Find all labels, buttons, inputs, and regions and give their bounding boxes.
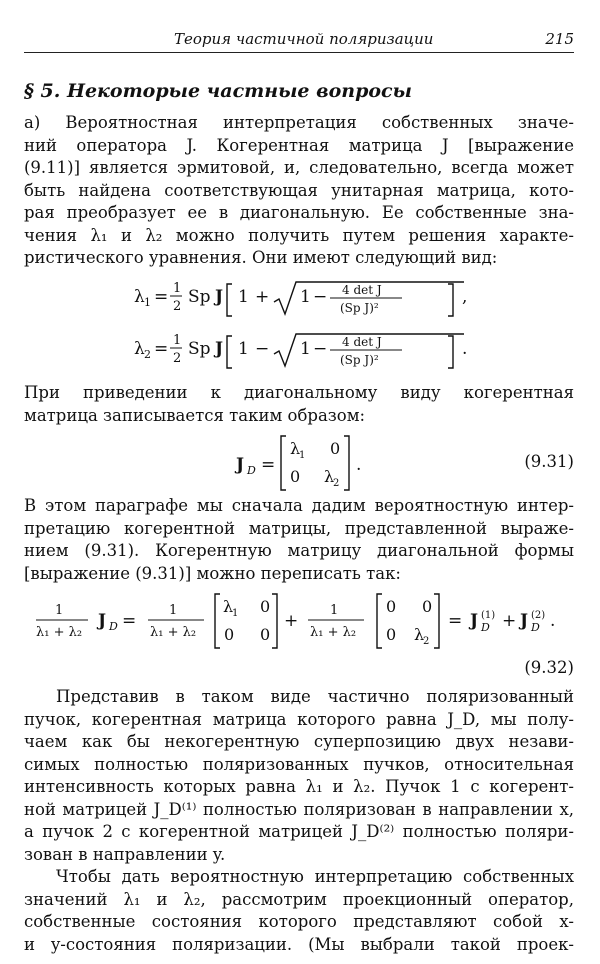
text-line: [выражение (9.31)] можно переписать так: [24, 563, 401, 583]
svg-text:1: 1 [330, 603, 339, 618]
svg-text:(Sp J)²: (Sp J)² [340, 353, 379, 367]
svg-text:λ: λ [290, 439, 301, 458]
svg-text:λ: λ [324, 467, 335, 486]
svg-text:λ₁ + λ₂: λ₁ + λ₂ [310, 625, 357, 640]
page-number: 215 [545, 30, 574, 48]
svg-text:(1): (1) [481, 610, 496, 621]
text-line: В этом параграфе мы сначала дадим вероятностную интер- [24, 496, 574, 515]
svg-text:+: + [255, 287, 270, 307]
text-line: чаем как бы некогерентную суперпозицию двух незави- [24, 732, 574, 751]
svg-text:4 det J: 4 det J [342, 335, 382, 349]
svg-text:=: = [448, 611, 463, 631]
text-line: ний оператора J. Когерентная матрица J [выражение [24, 135, 574, 155]
svg-text:λ: λ [414, 625, 425, 644]
text-line: симых полностью поляризованных пучков, относительная [24, 754, 574, 774]
svg-text:=: = [122, 611, 137, 631]
svg-text:1: 1 [169, 603, 178, 618]
svg-text:.: . [356, 455, 362, 475]
equation-number-9-32: (9.32) [524, 658, 574, 677]
svg-text:2: 2 [173, 299, 182, 314]
svg-text:,: , [462, 287, 468, 307]
svg-text:λ₁ + λ₂: λ₁ + λ₂ [36, 625, 83, 640]
text-line: быть найдена соответствующая унитарная матрица, кото- [24, 180, 574, 200]
svg-text:Sp: Sp [188, 287, 211, 307]
svg-text:J: J [236, 455, 245, 475]
svg-text:1: 1 [299, 450, 306, 461]
svg-text:+: + [502, 611, 517, 631]
book-page [24, 0, 574, 964]
svg-text:J: J [215, 287, 224, 307]
text-line: ной матрицей J_D⁽¹⁾ полностью поляризован в направлении x, [24, 799, 574, 819]
svg-text:1: 1 [173, 333, 182, 348]
svg-text:0: 0 [224, 625, 235, 644]
text-line: интенсивность которых равна λ₁ и λ₂. Пучок 1 с когерент- [24, 777, 574, 796]
text-line: матрица записывается таким образом: [24, 405, 366, 425]
svg-text:=: = [154, 287, 169, 307]
svg-text:D: D [109, 620, 118, 633]
svg-text:1: 1 [238, 287, 249, 307]
svg-text:1: 1 [144, 296, 151, 309]
svg-text:(Sp J)²: (Sp J)² [340, 301, 379, 315]
svg-text:0: 0 [386, 625, 397, 644]
paragraph-5 [24, 866, 574, 956]
text-line: При приведении к диагональному виду когерентная [24, 383, 574, 402]
text-line: Представив в таком виде частично поляризованный [56, 687, 574, 706]
svg-text:=: = [261, 455, 276, 475]
svg-text:J: J [215, 339, 224, 359]
paragraph-2 [24, 382, 574, 427]
text-line: а пучок 2 с когерентной матрицей J_D⁽²⁾ полностью поляри- [24, 822, 574, 841]
text-line: Чтобы дать вероятностную интерпретацию собственных [56, 867, 574, 886]
text-line: претацию когерентной матрицы, представленной выраже- [24, 518, 574, 538]
text-line: (9.11)] является эрмитовой, и, следовательно, всегда может [24, 158, 574, 177]
equation-number-9-31: (9.31) [524, 452, 574, 471]
text-line: чения λ₁ и λ₂ можно получить путем решения характе- [24, 225, 574, 245]
text-line: собственные состояния которого представляют собой x- [24, 912, 574, 931]
equation-9-32 [24, 590, 574, 654]
running-title: Теория частичной поляризации [174, 30, 434, 48]
text-line: ристического уравнения. Они имеют следующий вид: [24, 248, 498, 267]
paragraph-3 [24, 495, 574, 585]
svg-text:1: 1 [238, 339, 249, 359]
text-line: нием (9.31). Когерентную матрицу диагональной формы [24, 541, 574, 560]
paragraph-1 [24, 112, 574, 270]
svg-text:.: . [550, 611, 556, 631]
svg-text:0: 0 [260, 597, 271, 616]
svg-text:λ: λ [223, 597, 234, 616]
svg-text:0: 0 [260, 625, 271, 644]
svg-text:1: 1 [300, 339, 311, 359]
svg-text:λ₁ + λ₂: λ₁ + λ₂ [150, 625, 197, 640]
text-line: рая преобразует ее в диагональную. Ее собственные зна- [24, 203, 574, 222]
svg-text:2: 2 [333, 478, 340, 489]
svg-text:(2): (2) [531, 610, 546, 621]
svg-text:=: = [154, 339, 169, 359]
svg-text:−: − [313, 287, 328, 307]
text-line: зован в направлении y. [24, 844, 226, 864]
equation-9-31 [24, 432, 574, 496]
running-header [24, 30, 574, 53]
svg-text:0: 0 [290, 467, 301, 486]
svg-text:0: 0 [386, 597, 397, 616]
svg-text:1: 1 [173, 281, 182, 296]
svg-text:0: 0 [330, 439, 341, 458]
svg-text:D: D [247, 464, 256, 477]
svg-text:D: D [481, 621, 490, 634]
svg-text:J: J [470, 611, 479, 631]
text-line: и y-состояния поляризации. (Мы выбрали такой проек- [24, 934, 574, 954]
svg-text:.: . [462, 339, 468, 359]
svg-text:2: 2 [144, 348, 151, 361]
text-line: а) Вероятностная интерпретация собственных значе- [24, 113, 574, 132]
svg-text:D: D [531, 621, 540, 634]
svg-text:λ: λ [134, 287, 145, 307]
svg-text:J: J [520, 611, 529, 631]
svg-text:4 det J: 4 det J [342, 283, 382, 297]
paragraph-4 [24, 686, 574, 866]
text-line: значений λ₁ и λ₂, рассмотрим проекционный оператор, [24, 889, 574, 909]
svg-text:2: 2 [423, 636, 430, 647]
svg-text:λ: λ [134, 339, 145, 359]
svg-text:Sp: Sp [188, 339, 211, 359]
svg-text:2: 2 [173, 351, 182, 366]
section-title: § 5. Некоторые частные вопросы [24, 80, 412, 102]
text-line: пучок, когерентная матрица которого равна J_D, мы полу- [24, 709, 574, 729]
svg-text:−: − [313, 339, 328, 359]
equation-lambda2 [134, 333, 467, 368]
equation-lambda1 [134, 281, 467, 316]
svg-text:J: J [98, 611, 107, 631]
svg-text:+: + [284, 611, 299, 631]
svg-text:1: 1 [55, 603, 64, 618]
svg-text:0: 0 [422, 597, 433, 616]
svg-text:1: 1 [300, 287, 311, 307]
svg-text:1: 1 [232, 608, 239, 619]
eigenvalue-equations [24, 272, 574, 372]
svg-text:−: − [255, 339, 270, 359]
